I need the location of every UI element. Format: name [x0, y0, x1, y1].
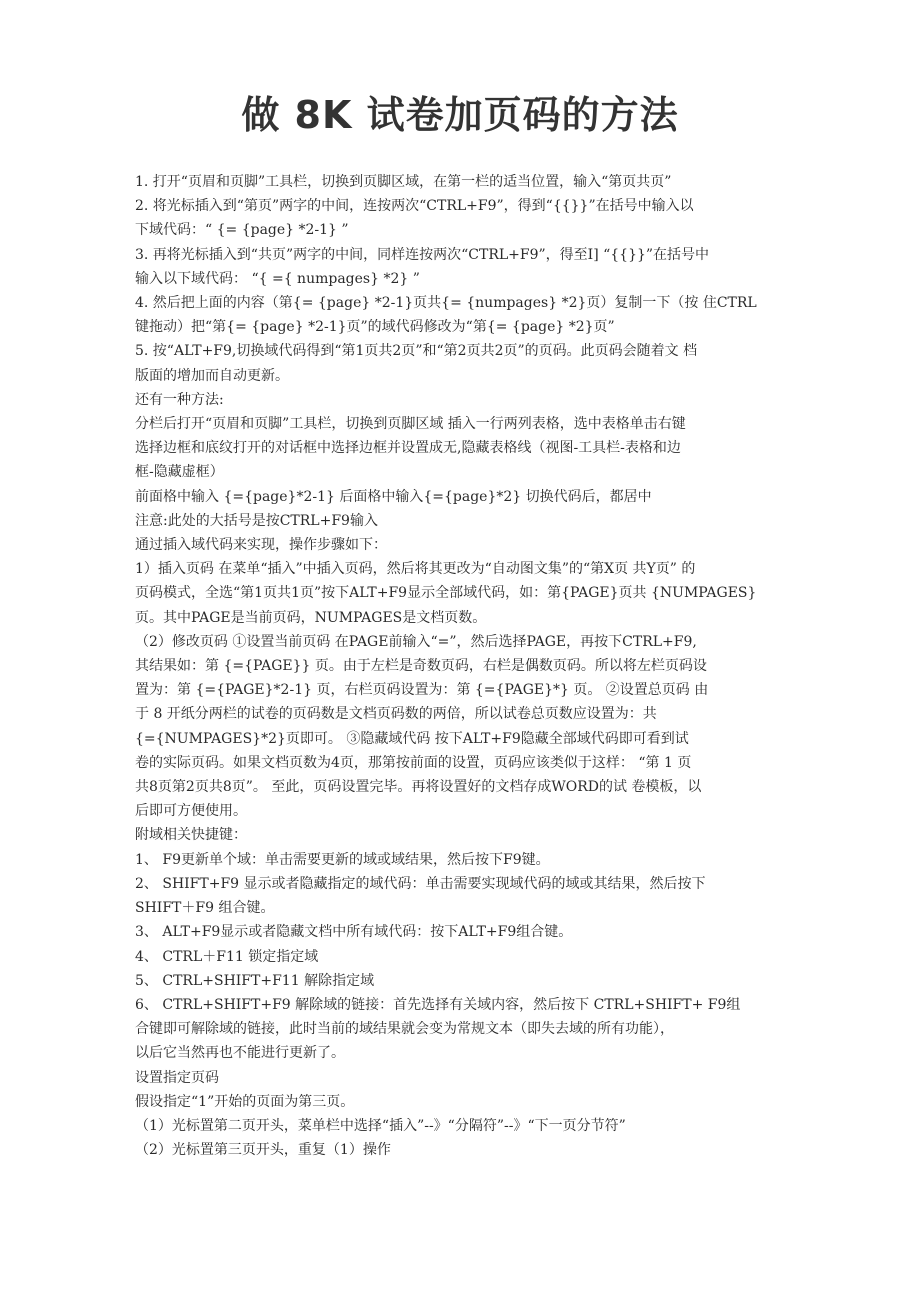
text-line: 还有一种方法: [135, 391, 224, 408]
text-line: 5. 按“ALT+F9,切换域代码得到“第1页共2页”和“第2页共2页”的页码。此页码会随着文 档 [135, 343, 698, 360]
text-line: 其结果如：第 {={PAGE}} 页。由于左栏是奇数页码，右栏是偶数页码。所以将左栏页码设 [135, 658, 707, 675]
text-line: 于 8 开纸分两栏的试卷的页码数是文档页码数的两倍，所以试卷总页数应设置为：共 [135, 706, 657, 723]
text-line: 6、 CTRL+SHIFT+F9 解除域的链接：首先选择有关域内容，然后按下 CTRL+SHIFT+ F9组 [135, 996, 741, 1013]
text-line: 1、 F9更新单个域：单击需要更新的域或域结果，然后按下F9键。 [135, 851, 550, 868]
text-line: （2）光标置第三页开头，重复（1）操作 [135, 1142, 391, 1159]
text-line: 5、 CTRL+SHIFT+F11 解除指定域 [135, 972, 375, 989]
text-line: 2. 将光标插入到“第页”两字的中间，连按两次“CTRL+F9”，得到“{{}}”在括号中输入以 [135, 198, 694, 215]
document-body [135, 170, 790, 1162]
text-line: 共8页第2页共8页”。 至此，页码设置完毕。再将设置好的文档存成WORD的试 卷模板，以 [135, 779, 702, 796]
text-line: 合键即可解除域的链接，此时当前的域结果就会变为常规文本（即失去域的所有功能）， [135, 1021, 674, 1038]
text-line: 分栏后打开“页眉和页脚”工具栏，切换到页脚区域 插入一行两列表格，选中表格单击右键 [135, 416, 686, 433]
text-line: 后即可方便使用。 [135, 803, 247, 820]
text-line: 4. 然后把上面的内容（第{= {page} *2-1}页共{= {numpages} *2}页）复制一下（按 住CTRL [135, 295, 757, 312]
text-line: 通过插入域代码来实现，操作步骤如下： [135, 537, 387, 554]
text-line: 版面的增加而自动更新。 [135, 367, 289, 384]
text-line: 设置指定页码 [135, 1069, 219, 1086]
text-line: SHIFT＋F9 组合键。 [135, 900, 275, 917]
text-line: 1. 打开“页眉和页脚”工具栏，切换到页脚区域，在第一栏的适当位置，输入“第页共页” [135, 174, 672, 190]
text-line: 前面格中输入 {={page}*2-1} 后面格中输入{={page}*2} 切换代码后，都居中 [135, 488, 652, 505]
text-line: 输入以下域代码： “{ ={ numpages} *2} ” [135, 270, 420, 287]
text-line: 以后它当然再也不能进行更新了。 [135, 1045, 345, 1062]
text-line: （2）修改页码 ①设置当前页码 在PAGE前输入“=”，然后选择PAGE，再按下CTRL+F9, [135, 633, 697, 650]
text-line: 3、 ALT+F9显示或者隐藏文档中所有域代码：按下ALT+F9组合键。 [135, 924, 573, 941]
text-line: 页码模式，全选“第1页共1页”按下ALT+F9显示全部域代码，如：第{PAGE}页共 {NUMPAGES} [135, 585, 757, 602]
text-line: 4、 CTRL＋F11 锁定指定域 [135, 948, 319, 965]
text-line: 卷的实际页码。如果文档页数为4页，那第按前面的设置，页码应该类似于这样： “第 1 页 [135, 754, 692, 771]
text-line: 下域代码：“ {= {page} *2-1} ” [135, 222, 349, 239]
text-line: 注意:此处的大括号是按CTRL+F9输入 [135, 512, 378, 529]
text-line: 置为：第 {={PAGE}*2-1} 页，右栏页码设置为：第 {={PAGE}*} 页。 ②设置总页码 由 [135, 682, 709, 699]
page-title: 做 8K 试卷加页码的方法 [241, 93, 679, 137]
text-line: 页。其中PAGE是当前页码，NUMPAGES是文档页数。 [135, 609, 487, 626]
text-line: 3. 再将光标插入到“共页”两字的中间，同样连按两次“CTRL+F9”，得至I] “{{}}”在括号中 [135, 246, 710, 263]
text-line: 键拖动）把“第{= {page} *2-1}页”的域代码修改为“第{= {page} *2}页” [135, 319, 615, 336]
text-line: 框-隐藏虚框） [135, 464, 224, 481]
text-line: 1）插入页码 在菜单“插入”中插入页码，然后将其更改为“自动图文集”的“第X页 共Y页” 的 [135, 561, 696, 578]
text-line: 2、 SHIFT+F9 显示或者隐藏指定的域代码：单击需要实现域代码的域或其结果，然后按下 [135, 875, 706, 892]
text-line: （1）光标置第二页开头，菜单栏中选择“插入”--》“分隔符”--》“下一页分节符” [135, 1117, 626, 1134]
text-line: {={NUMPAGES}*2}页即可。 ③隐藏域代码 按下ALT+F9隐藏全部域代码即可看到试 [135, 730, 689, 747]
text-line: 选择边框和底纹打开的对话框中选择边框并设置成无,隐藏表格线（视图-工具栏-表格和边 [135, 440, 681, 457]
text-line: 假设指定“1”开始的页面为第三页。 [135, 1093, 355, 1110]
text-line: 附域相关快捷键： [135, 827, 247, 844]
